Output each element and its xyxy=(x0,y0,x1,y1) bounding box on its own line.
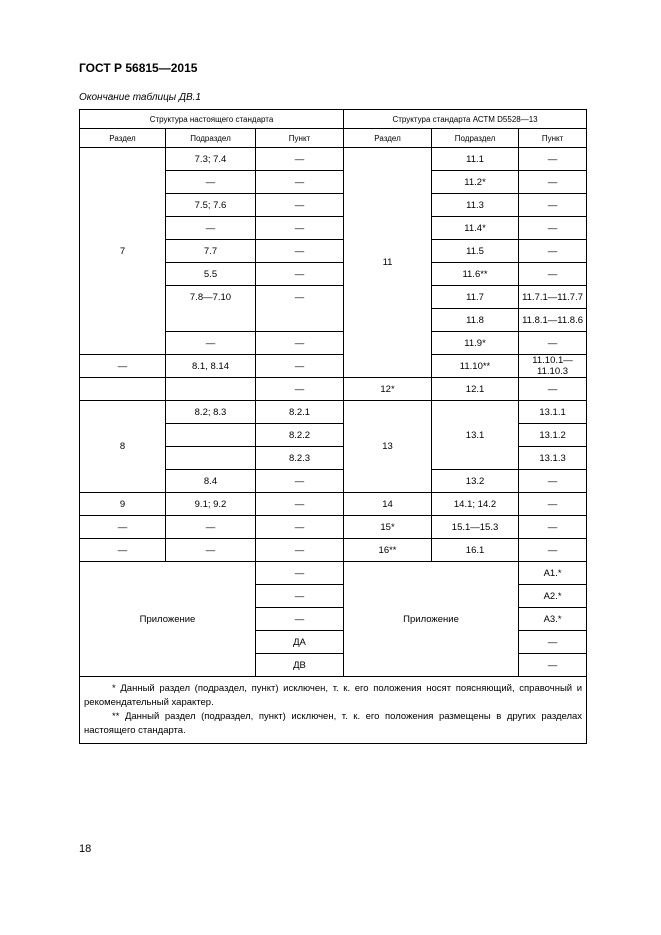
cell-subsection xyxy=(166,378,256,401)
cell-item: 8.2.2 xyxy=(256,424,344,447)
col-header-subsection: Подраздел xyxy=(166,129,256,148)
cell-section: 8 xyxy=(80,401,166,493)
group-header-current: Структура настоящего стандарта xyxy=(80,110,344,129)
cell-item: — xyxy=(256,539,344,562)
cell-astm-item: — xyxy=(519,263,587,286)
cell-astm-item: — xyxy=(519,654,587,677)
cell-astm-subsection: 15.1—15.3 xyxy=(432,516,519,539)
cell-astm-item: 11.8.1—11.8.6 xyxy=(519,309,587,332)
group-header-astm: Структура стандарта АСТМ D5528—13 xyxy=(344,110,587,129)
cell-astm-item: 11.7.1—11.7.7 xyxy=(519,286,587,309)
cell-astm-section: 16** xyxy=(344,539,432,562)
cell-subsection: 8.4 xyxy=(166,470,256,493)
table-row xyxy=(80,493,587,516)
table-row xyxy=(80,539,587,562)
cell-item: 8.2.3 xyxy=(256,447,344,470)
cell-astm-subsection: 13.1 xyxy=(432,401,519,470)
cell-astm-item: — xyxy=(519,148,587,171)
footnote-double-asterisk: ** Данный раздел (подраздел, пункт) исключен, т. к. его положения размещены в других разделах настоящего стандарта. xyxy=(84,711,583,736)
cell-astm-subsection: 11.1 xyxy=(432,148,519,171)
correspondence-table xyxy=(79,109,587,744)
table-row xyxy=(80,378,587,401)
table-column-header-row xyxy=(80,129,587,148)
cell-astm-item: 13.1.3 xyxy=(519,447,587,470)
cell-subsection: — xyxy=(166,171,256,194)
col-header-item: Пункт xyxy=(519,129,587,148)
cell-astm-subsection: 11.5 xyxy=(432,240,519,263)
cell-item: — xyxy=(256,332,344,355)
cell-subsection: 7.7 xyxy=(166,240,256,263)
cell-astm-section: 15* xyxy=(344,516,432,539)
cell-astm-subsection: 11.2* xyxy=(432,171,519,194)
cell-astm-item: — xyxy=(519,332,587,355)
cell-section xyxy=(80,378,166,401)
cell-item: — xyxy=(256,217,344,240)
cell-astm-item: А3.* xyxy=(519,608,587,631)
cell-item: — xyxy=(256,585,344,608)
cell-astm-section: 13 xyxy=(344,401,432,493)
cell-astm-subsection: 11.9* xyxy=(432,332,519,355)
cell-item: — xyxy=(256,470,344,493)
cell-subsection: — xyxy=(166,516,256,539)
cell-astm-item: — xyxy=(519,516,587,539)
cell-astm-item: 11.10.1—11.10.3 xyxy=(519,355,587,378)
cell-astm-item: А2.* xyxy=(519,585,587,608)
cell-astm-item: — xyxy=(519,631,587,654)
cell-astm-item: — xyxy=(519,493,587,516)
cell-section: — xyxy=(80,355,166,378)
cell-item: — xyxy=(256,378,344,401)
table-caption: Окончание таблицы ДВ.1 xyxy=(79,92,201,103)
cell-astm-section: 14 xyxy=(344,493,432,516)
cell-section: 7 xyxy=(80,148,166,355)
table-row xyxy=(80,148,587,171)
cell-astm-item: 13.1.2 xyxy=(519,424,587,447)
cell-subsection: — xyxy=(166,332,256,355)
cell-subsection xyxy=(166,424,256,447)
table-group-header-row xyxy=(80,110,587,129)
cell-item: — xyxy=(256,263,344,286)
cell-astm-item: — xyxy=(519,194,587,217)
cell-astm-subsection: 11.6** xyxy=(432,263,519,286)
cell-item: — xyxy=(256,286,344,332)
cell-subsection: 5.5 xyxy=(166,263,256,286)
cell-item: — xyxy=(256,194,344,217)
cell-astm-subsection: 11.8 xyxy=(432,309,519,332)
cell-astm-subsection: 12.1 xyxy=(432,378,519,401)
footnote-single-asterisk: * Данный раздел (подраздел, пункт) исключен, т. к. его положения носят поясняющий, справочный и рекомендательный характер. xyxy=(84,683,583,708)
cell-subsection: 8.1, 8.14 xyxy=(166,355,256,378)
appendix-label-astm: Приложение xyxy=(344,562,519,677)
cell-subsection: 7.8—7.10 xyxy=(166,286,256,332)
cell-subsection: 9.1; 9.2 xyxy=(166,493,256,516)
correspondence-table-wrapper xyxy=(79,109,586,744)
cell-astm-subsection: 11.4* xyxy=(432,217,519,240)
cell-astm-item: — xyxy=(519,470,587,493)
cell-item: — xyxy=(256,240,344,263)
table-row xyxy=(80,355,587,378)
cell-astm-subsection: 16.1 xyxy=(432,539,519,562)
cell-astm-subsection: 11.7 xyxy=(432,286,519,309)
appendix-label: Приложение xyxy=(80,562,256,677)
table-row xyxy=(80,401,587,424)
page-number: 18 xyxy=(79,843,92,855)
cell-item: — xyxy=(256,608,344,631)
cell-astm-subsection: 11.3 xyxy=(432,194,519,217)
cell-section: — xyxy=(80,539,166,562)
cell-item: — xyxy=(256,562,344,585)
cell-astm-subsection: 14.1; 14.2 xyxy=(432,493,519,516)
col-header-section: Раздел xyxy=(344,129,432,148)
footnotes-row xyxy=(80,677,587,744)
cell-section: — xyxy=(80,516,166,539)
cell-item: — xyxy=(256,171,344,194)
cell-astm-item: — xyxy=(519,539,587,562)
cell-subsection: 8.2; 8.3 xyxy=(166,401,256,424)
cell-item: — xyxy=(256,516,344,539)
cell-item: — xyxy=(256,148,344,171)
cell-item: 8.2.1 xyxy=(256,401,344,424)
footnotes-cell xyxy=(80,677,587,744)
cell-astm-item: 13.1.1 xyxy=(519,401,587,424)
cell-astm-subsection: 11.10** xyxy=(432,355,519,378)
cell-subsection: — xyxy=(166,217,256,240)
cell-astm-item: — xyxy=(519,240,587,263)
cell-astm-item: — xyxy=(519,171,587,194)
cell-item: — xyxy=(256,493,344,516)
cell-subsection: 7.5; 7.6 xyxy=(166,194,256,217)
col-header-item: Пункт xyxy=(256,129,344,148)
cell-astm-item: — xyxy=(519,378,587,401)
cell-astm-subsection: 13.2 xyxy=(432,470,519,493)
cell-astm-section: 11 xyxy=(344,148,432,378)
cell-item: — xyxy=(256,355,344,378)
document-header: ГОСТ Р 56815—2015 xyxy=(79,61,198,75)
cell-subsection: 7.3; 7.4 xyxy=(166,148,256,171)
col-header-subsection: Подраздел xyxy=(432,129,519,148)
cell-astm-item: — xyxy=(519,217,587,240)
col-header-section: Раздел xyxy=(80,129,166,148)
cell-subsection: — xyxy=(166,539,256,562)
cell-item: ДВ xyxy=(256,654,344,677)
cell-subsection xyxy=(166,447,256,470)
cell-astm-item: А1.* xyxy=(519,562,587,585)
table-row xyxy=(80,516,587,539)
appendix-row xyxy=(80,562,587,585)
cell-astm-section: 12* xyxy=(344,378,432,401)
cell-section: 9 xyxy=(80,493,166,516)
cell-item: ДА xyxy=(256,631,344,654)
